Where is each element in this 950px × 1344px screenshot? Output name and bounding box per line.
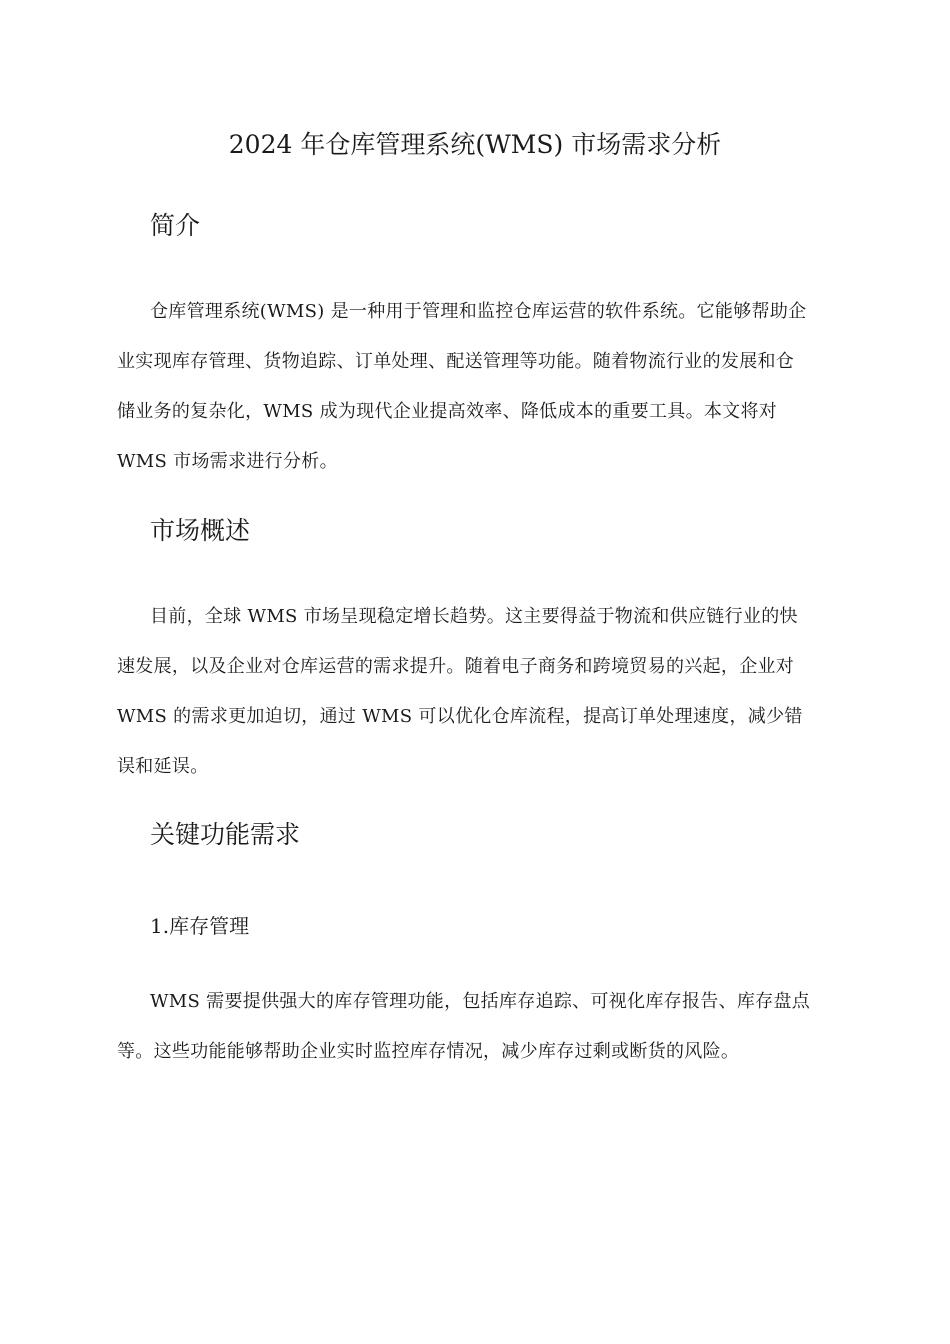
paragraph-line: 仓库管理系统(WMS) 是一种用于管理和监控仓库运营的软件系统。它能够帮助企: [150, 301, 807, 322]
section-heading-intro: 简介: [150, 211, 201, 240]
paragraph-line: 储业务的复杂化，WMS 成为现代企业提高效率、降低成本的重要工具。本文将对: [117, 401, 778, 422]
page-title: 2024 年仓库管理系统(WMS) 市场需求分析: [228, 130, 722, 159]
section-heading-key-features: 关键功能需求: [150, 820, 301, 849]
paragraph-line: 速发展，以及企业对仓库运营的需求提升。随着电子商务和跨境贸易的兴起，企业对: [117, 656, 795, 677]
paragraph-intro: [117, 297, 837, 497]
paragraph-line: WMS 需要提供强大的库存管理功能，包括库存追踪、可视化库存报告、库存盘点: [150, 991, 811, 1012]
section-heading-market-overview: 市场概述: [150, 516, 251, 545]
subheading-inventory-management: 1.库存管理: [150, 914, 250, 938]
paragraph-line: WMS 市场需求进行分析。: [117, 451, 338, 472]
paragraph-line: WMS 的需求更加迫切，通过 WMS 可以优化仓库流程，提高订单处理速度，减少错: [117, 706, 803, 727]
paragraph-line: 业实现库存管理、货物追踪、订单处理、配送管理等功能。随着物流行业的发展和仓: [117, 351, 795, 372]
paragraph-inventory-management: [117, 987, 837, 1087]
paragraph-line: 等。这些功能能够帮助企业实时监控库存情况，减少库存过剩或断货的风险。: [117, 1041, 740, 1062]
paragraph-line: 目前，全球 WMS 市场呈现稳定增长趋势。这主要得益于物流和供应链行业的快: [150, 606, 798, 627]
paragraph-line: 误和延误。: [117, 756, 209, 777]
paragraph-market-overview: [117, 602, 837, 802]
